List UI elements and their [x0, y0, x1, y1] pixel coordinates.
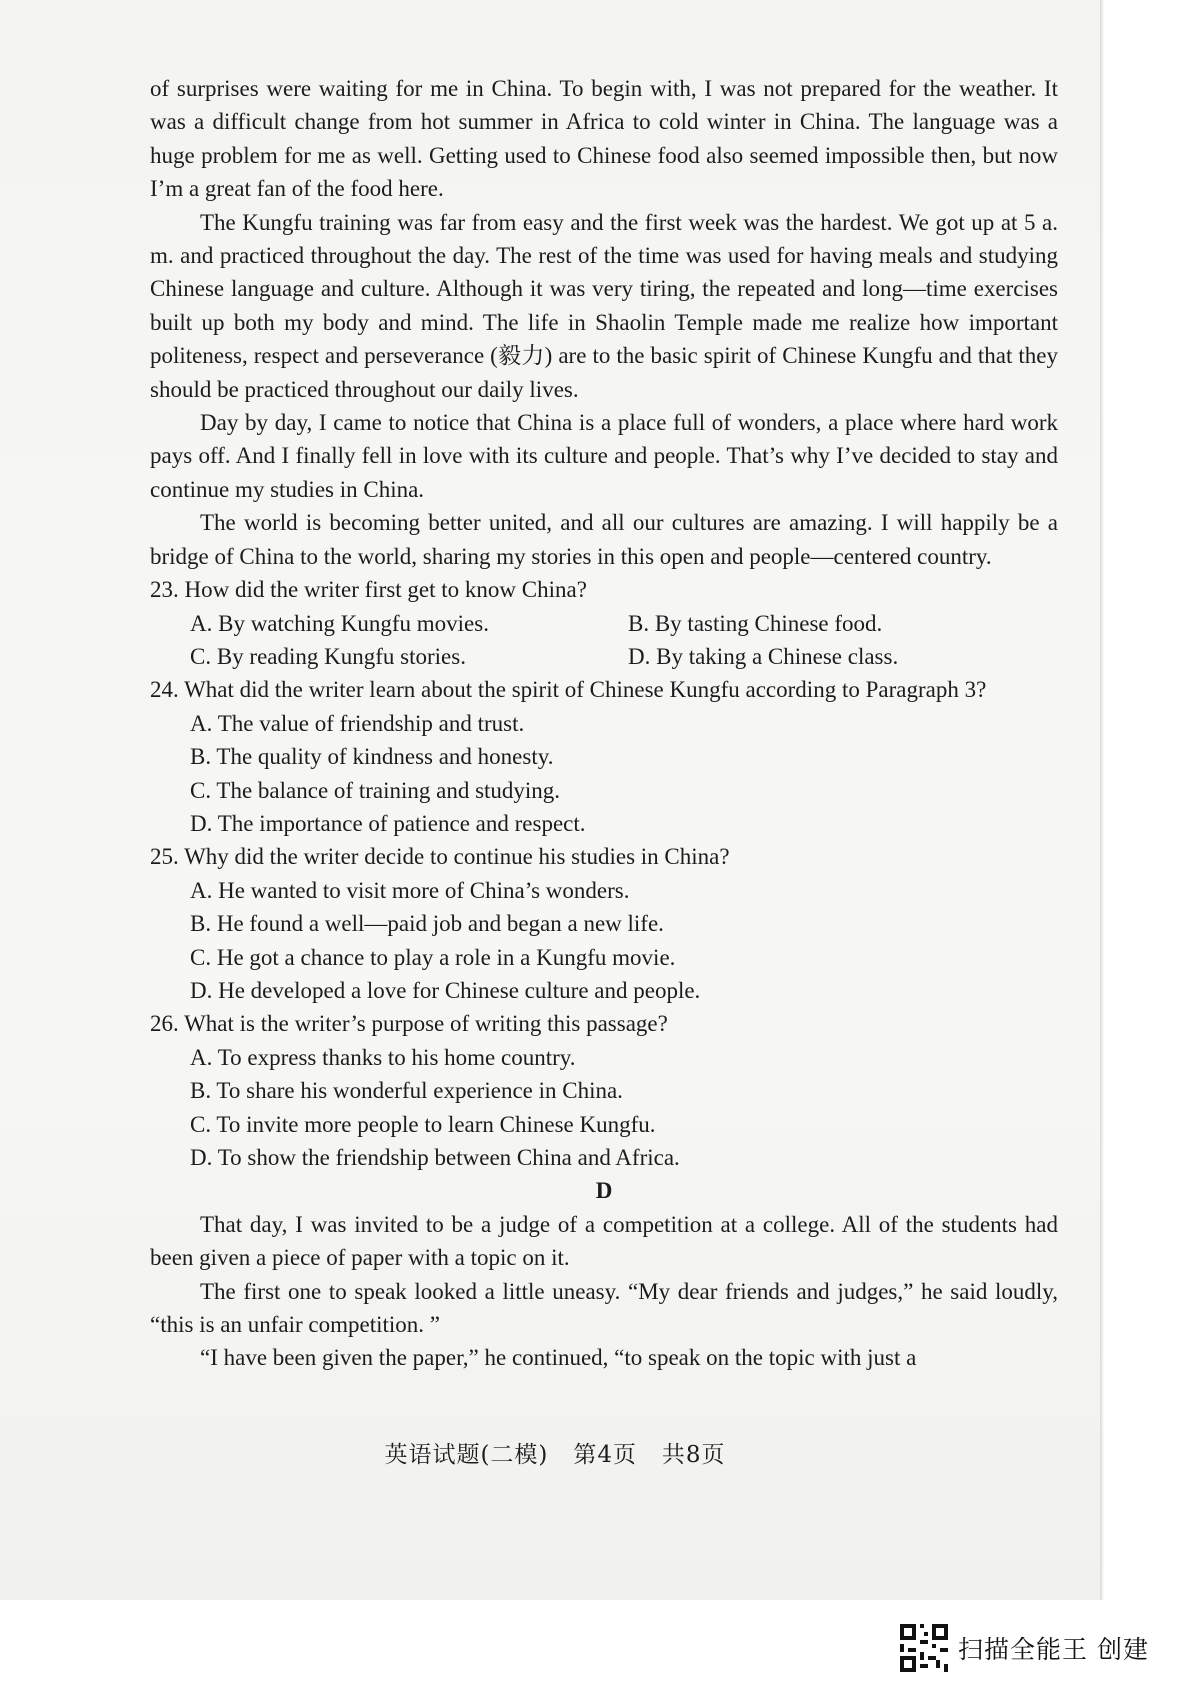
option-b: B. To share his wonderful experience in China.	[190, 1078, 623, 1104]
option-b: B. By tasting Chinese food.	[628, 610, 883, 636]
option-c: C. By reading Kungfu stories.	[190, 643, 466, 669]
option-a: A. He wanted to visit more of China’s wonders.	[190, 877, 630, 903]
page-edge-shadow	[1100, 0, 1104, 1600]
exam-title: 英语试题(二模)	[384, 1442, 549, 1468]
option-c: C. To invite more people to learn Chinese Kungfu.	[190, 1111, 656, 1137]
question-26	[150, 1007, 1058, 1174]
passage-d-paragraph-2: The first one to speak looked a little uneasy. “My dear friends and judges,” he said loudly, “this is an unfair competition. ”	[150, 1278, 1058, 1338]
option-d: D. By taking a Chinese class.	[628, 643, 899, 669]
question-stem: 24. What did the writer learn about the spirit of Chinese Kungfu according to Paragraph 3?	[150, 677, 987, 703]
option-a: A. By watching Kungfu movies.	[190, 610, 489, 636]
option-b: B. The quality of kindness and honesty.	[190, 744, 554, 770]
passage-d-paragraph-1: That day, I was invited to be a judge of a competition at a college. All of the students had been given a piece of paper with a topic on it.	[150, 1211, 1058, 1271]
option-a: A. The value of friendship and trust.	[190, 710, 525, 736]
page-number: 第4页	[573, 1442, 637, 1468]
option-d: D. The importance of patience and respect.	[190, 810, 586, 836]
option-d: D. To show the friendship between China and Africa.	[190, 1145, 680, 1170]
option-a: A. To express thanks to his home country.	[190, 1044, 576, 1070]
passage-c-paragraph-1: of surprises were waiting for me in China. To begin with, I was not prepared for the weather. It was a difficult change from hot summer in Africa to cold winter in China. The language was a huge problem for me as well. Getting used to Chinese food also seemed impossible then, but now I’m a great fan of the food here.	[150, 76, 1058, 202]
passage-d-paragraph-3: “I have been given the paper,” he continued, “to speak on the topic with just a	[200, 1345, 917, 1371]
option-c: C. The balance of training and studying.	[190, 777, 561, 803]
scanner-watermark-text: 扫描全能王 创建	[958, 1635, 1149, 1664]
page-content	[150, 72, 1058, 1375]
section-heading-d: D	[595, 1178, 613, 1204]
scanner-watermark	[900, 1620, 1149, 1676]
page-footer	[0, 1436, 1190, 1469]
option-d: D. He developed a love for Chinese culture and people.	[190, 977, 701, 1003]
question-23	[150, 573, 1058, 673]
passage-c-paragraph-4: The world is becoming better united, and all our cultures are amazing. I will happily be a bridge of China to the world, sharing my stories in this open and people—centered country.	[150, 510, 1058, 569]
question-stem: 23. How did the writer first get to know China?	[150, 577, 587, 603]
passage-c-paragraph-3: Day by day, I came to notice that China is a place full of wonders, a place where hard work pays off. And I finally fell in love with its culture and people. That’s why I’ve decided to stay and continue my studies in China.	[150, 410, 1058, 502]
passage-c-paragraph-2: The Kungfu training was far from easy and the first week was the hardest. We got up at 5 a. m. and practiced throughout the day. The rest of the time was used for having meals and studying Chinese language and culture. Although it was very tiring, the repeated and long—time exercises built up both my body and mind. The life in Shaolin Temple made me realize how important politeness, respect and perseverance (毅力) are to the basic spirit of Chinese Kungfu and that they should be practiced throughout our daily lives.	[150, 209, 1058, 402]
question-25	[150, 840, 1058, 1007]
qr-code-icon	[900, 1624, 948, 1672]
question-stem: 26. What is the writer’s purpose of writing this passage?	[150, 1011, 668, 1037]
option-b: B. He found a well—paid job and began a new life.	[190, 911, 664, 937]
page-total: 共8页	[661, 1442, 726, 1468]
option-grid	[150, 607, 1058, 674]
option-c: C. He got a chance to play a role in a Kungfu movie.	[190, 944, 676, 970]
question-24	[150, 673, 1058, 840]
question-stem: 25. Why did the writer decide to continue his studies in China?	[150, 844, 730, 870]
